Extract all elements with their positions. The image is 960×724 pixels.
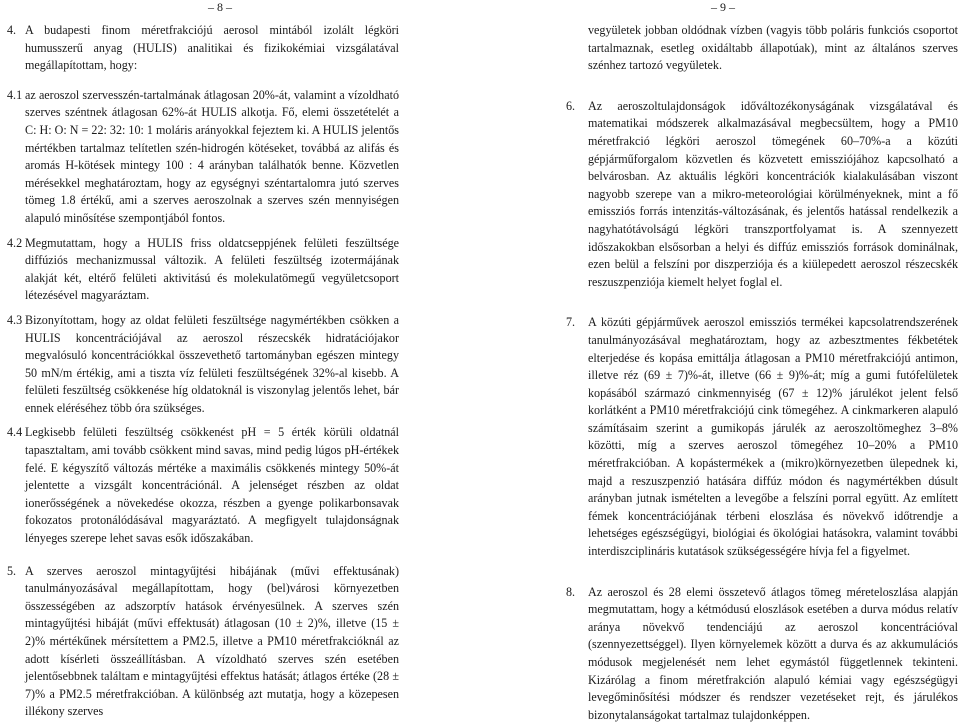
finding-text: az aeroszol szervesszén-tartalmának átlagosan 20%-át, valamint a vízoldható szerves széntnek átlagosan 62%-át HULIS alkotja. Fő, elemi összetételét a C: H: O: N = 22: 32: 10: 1 moláris arányokkal fejeztem ki. A HULIS jelentős mértékben tartalmaz telítetlen szén-hidrogén kötéseket, továbbá az alifás és aromás H-kötések mintegy 100 : 4 arányban találhatók benne. Közvetlen mérésekkel meghatároztam, hogy az egységnyi széntartalomra jutó szerves tömeg 1.8 értékű, ami a szerves aeroszolnak a szerves szén mennyiségen alapuló minősítése szempontjából fontos. <box>25 87 399 225</box>
finding-number: 4.4 <box>7 425 23 440</box>
finding-4-3 <box>7 312 399 418</box>
page-number-left: – 8 – <box>208 0 232 14</box>
finding-4-1 <box>7 87 399 228</box>
finding-number: 4. <box>7 23 17 37</box>
finding-text: Az aeroszol és 28 elemi összetevő átlagos tömeg méreteloszlása alapján megmutattam, hogy a kétmódusú eloszlások esetében a durva módus relatív aránya növekvő tendenciájú az aeroszol koncentrációval (szennyezettséggel). Ilyen környelemek között a durva és az akkumulációs módusok megjelenését nem lehet egymástól függetlennek tekinteni. Kizárólag a finom méretfrakción alapuló kémiai vagy egészségügyi levegőminősítési módszer és rendszer vezetéseket rejt, és járulékos bizonytalanságokat tartalmaz tulajdonképpen. <box>588 584 958 722</box>
finding-5-continued <box>566 22 958 75</box>
finding-8 <box>566 584 958 724</box>
finding-text: vegyületek jobban oldódnak vízben (vagyis több poláris funkciós csoportot tartalmaznak, esetleg oxidáltabb állapotúak), mint az általános szerves szénhez tartozó vegyületek. <box>588 23 958 73</box>
finding-7 <box>566 314 958 560</box>
finding-number: 4.3 <box>7 312 23 327</box>
finding-4 <box>7 22 399 75</box>
finding-text: Megmutattam, hogy a HULIS friss oldatcseppjének felületi feszültsége diffúziós mechanizmussal változik. A felületi feszültség izotermájának alakját két, eltérő felületi aktivitású és molekulatömegű vegyületcsoport létezésével magyaráztam. <box>25 235 399 303</box>
finding-text: Bizonyítottam, hogy az oldat felületi feszültsége nagymértékben csökken a HULIS koncentrációjával az aeroszol részecskék hidratációjakor megvalósuló koncentrációkkal összevethető tartományban egészen mintegy 50 mN/m értékig, ami a tiszta víz felületi feszültségének 32%-al kisebb. A felületi feszültség csökkenése híg oldatoknál is viszonylag jelentős lehet, bár ennek eléréséhez több óra szükséges. <box>25 312 399 415</box>
finding-4-4 <box>7 424 399 547</box>
finding-number: 4.2 <box>7 235 23 250</box>
finding-number: 7. <box>566 315 576 330</box>
finding-text: A budapesti finom méretfrakciójú aerosol mintából izolált légköri humusszerű anyag (HULIS) analitikai és fizikokémiai vizsgálatával megállapítottam, hogy: <box>25 23 399 73</box>
left-column <box>7 22 399 721</box>
finding-number: 4.1 <box>7 87 23 102</box>
finding-4-2 <box>7 235 399 305</box>
finding-number: 8. <box>566 584 576 599</box>
finding-text: A szerves aeroszol mintagyűjtési hibájának (művi effektusának) tanulmányozásával megállapítottam, hogy (bel)városi környezetben összességében az adszorptív hatások érvényesülnek. A szerves szén mintagyűjtési hibáját (művi effektusát) átlagosan (10 ± 2)%, illetve (15 ± 2)% mértékűnek mérsítettem a PM2.5, illetve a PM10 méretfrakcióknál az adott kísérleti összeállításban. A vízoldható szerves szén esetében jelentősebbnek találtam e mintagyűjtési effektus hatását; átlagos értéke (28 ± 7)% a PM2.5 méretfrakcióban. A különbség azt mutatja, hogy a közepesen illékony szerves <box>25 563 399 719</box>
finding-number: 5. <box>7 563 17 578</box>
finding-text: Legkisebb felületi feszültség csökkenést pH = 5 érték körüli oldatnál tapasztaltam, ami tovább csökkent mind savas, mind pedig lúgos pH-értékek felé. E kégyszítő változás mértéke a maximális csökkenés mintegy 50%-át jelentette a vizsgált koncentrációnál. A jelenséget részben az oldat ionerősségének a növekedése okozza, részben a gyenge polikarbonsavak fokozatos protonálódásával magyaráztató. A megfigyelt tulajdonságnak lényeges szerepe lehet savas esők időszakában. <box>25 425 399 546</box>
finding-text: Az aeroszoltulajdonságok időváltozékonyságának vizsgálatával és matematikai módszerek alkalmazásával megbecsültem, hogy a PM10 méretfrakció légköri aeroszol tömegének 60–70%-a a közúti gépjárműforgalom közvetlen és közvetett emissziójához kapcsolható a belvárosban. Az aktuális légköri koncentrációk kialakulásában viszont nagyobb szerepe van a mikro-meteorológiai körülményeknek, mint a fő emissziós forrás intenzitás-változásának, és jelentős hatással rendelkezik a nagyhatótávolságú légköri transzportfolyamat is. A szennyezett időszakokban elsősorban a helyi és diffúz emissziós források dominálnak, ezen belül a felszíni por diszperziója és a kiülepedett aeroszol részecskék reszuszpenziója kiemelt helyet foglal el. <box>588 98 958 289</box>
page-number-right: – 9 – <box>711 0 735 14</box>
finding-text: A közúti gépjárművek aeroszol emissziós termékei kapcsolatrendszerének tanulmányozásával meghatároztam, hogy az azbesztmentes fékbetétek elterjedése és kopása emittálja átlagosan a PM10 méretfrakciójú antimon, illetve réz (69 ± 7)%-át, illetve (66 ± 9)%-át; míg a gumi futófelületek kopásából származó cinkmennyiség (67 ± 12)% járulékot jelent felső korlátként a PM10 méretfrakciójú cink tömegéhez. A cinkmarkeren alapuló számításaim szerint a gumikopás járulék az aeroszoltömeghez 3–8% közötti, míg a szerves aeroszol tömegéhez 10–20% a PM10 méretfrakcióban. A kopástermékek a (mikro)környezetben ülepednek ki, majd a reszuszpenzió hatására diffúz módon és nagymértékben dúsult arányban jutnak ismételten a levegőbe a felszíni porral együtt. Az említett fémek koncentrációjának térbeni eloszlása és növekvő időtrendje a lehetséges egészségügyi, biológiai és ökológiai hatásokra, valamint további interdiszciplináris kutatások szükségességére hívja fel a figyelmet. <box>588 315 958 559</box>
finding-6 <box>566 98 958 292</box>
right-column <box>566 22 958 724</box>
finding-number: 6. <box>566 98 576 113</box>
